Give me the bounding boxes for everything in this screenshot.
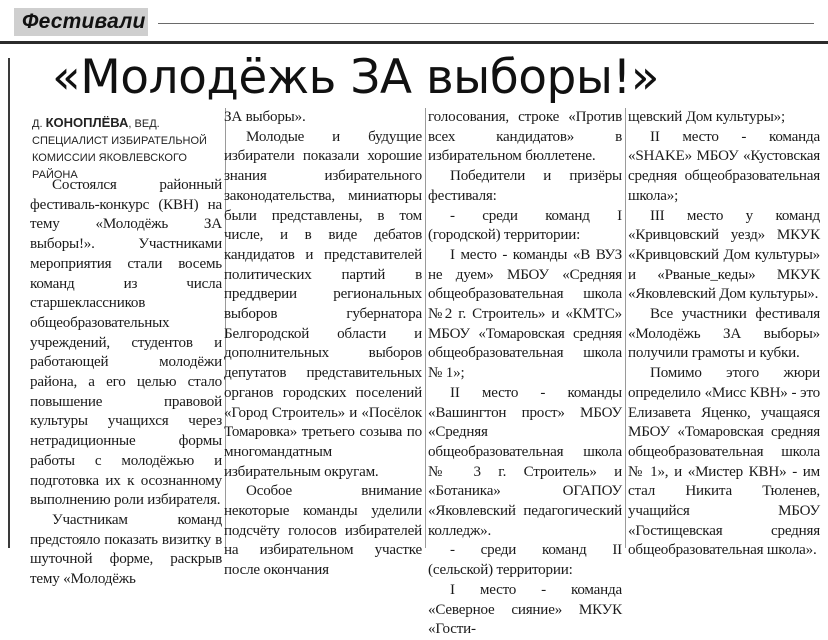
column-divider: [625, 108, 626, 548]
article-paragraph: Победители и призёры фестиваля:: [428, 168, 622, 204]
column-divider: [425, 108, 426, 548]
article-paragraph: голосования, строке «Против всех кандидатов» в избирательном бюллетене.: [428, 109, 622, 165]
article-headline: «Молодёжь ЗА выборы!»: [52, 50, 660, 105]
article-paragraph: Все участники фестиваля «Молодёжь ЗА выборы» получили грамоты и кубки.: [628, 306, 820, 362]
article-paragraph: - среди команд II (сельской) территории:: [428, 542, 622, 579]
article-paragraph: Состоялся районный фестиваль-конкурс (КВН) на тему «Молодёжь ЗА выборы!». Участниками мероприятия стали восемь команд из числа старшеклассников общеобразовательных учреждений, студентов и работающей молодёжи района, а его целью стало повышение правовой культуры учащихся через нетрадиционные формы работы с молодёжью и подготовка их к осознанному выполнению роли избирателя.: [30, 177, 222, 509]
article-paragraph: III место у команд «Кривцовский уезд» МКУК «Кривцовский Дом культуры» и «Рваные_кеды» МКУК «Яковлевский Дом культуры».: [628, 207, 820, 303]
rubric-bar: [0, 0, 828, 44]
byline: [32, 114, 222, 184]
article-paragraph: I место - команда «Северное сияние» МКУК «Гости-: [428, 581, 622, 638]
author-initial: Д.: [32, 118, 43, 130]
article-paragraph: Помимо этого жюри определило «Мисс КВН» - это Елизавета Яценко, учащаяся МБОУ «Томаровская средняя общеобразовательная школа № 1», и «Мистер КВН» - им стал Никита Тюленев, учащийся МБОУ «Гостищевская средняя общеобразовательная школа».: [628, 365, 820, 559]
article-paragraph: II место - команда «SHAKE» МБОУ «Кустовская средняя общеобразовательная школа»;: [628, 128, 820, 204]
article-paragraph: щевский Дом культуры»;: [628, 109, 786, 125]
article-column-3: [428, 108, 622, 640]
rubric-title: Фестивали: [22, 10, 146, 33]
article-paragraph: Участникам команд предстояло показать визитку в шуточной форме, раскрыв тему «Молодёжь: [30, 511, 222, 588]
article-paragraph: Особое внимание некоторые команды уделили подсчёту голосов избирателей на избирательном участке после окончания: [224, 483, 422, 579]
rubric-divider: [158, 23, 814, 24]
article-paragraph: II место - команды «Вашингтон прост» МБОУ «Средняя общеобразовательная школа № 3 г. Строитель» и «Ботаника» ОГАПОУ «Яковлевский педагогический колледж».: [428, 384, 622, 539]
article-column-4: [628, 108, 820, 561]
article-paragraph: - среди команд I (городской) территории:: [428, 207, 622, 244]
article-paragraph: ЗА выборы».: [224, 109, 306, 125]
article-column-1: [30, 176, 222, 590]
article-column-2: [224, 108, 422, 581]
author-surname: КОНОПЛЁВА: [45, 115, 129, 130]
article-paragraph: Молодые и будущие избиратели показали хорошие знания избирательного законодательства, миниатюры были представлены, в том числе, и в виде дебатов кандидатов и представителей политических партий в преддверии региональных выборов губернатора Белгородской области и дополнительных выборов депутатов представительных органов городских поселений «Город Строитель» и «Посёлок Томаровка» третьего созыва по многомандатным избирательным округам.: [224, 128, 422, 480]
left-border-rule: [8, 58, 10, 548]
article-paragraph: I место - команды «В ВУЗ не дуем» МБОУ «Средняя общеобразовательная школа №2 г. Строитель» и «КМТС» МБОУ «Томаровская средняя общеобразовательная школа № 1»;: [428, 246, 622, 382]
author-position: , ВЕД. СПЕЦИАЛИСТ ИЗБИРАТЕЛЬНОЙ КОМИССИИ ЯКОВЛЕВСКОГО РАЙОНА: [32, 118, 207, 181]
